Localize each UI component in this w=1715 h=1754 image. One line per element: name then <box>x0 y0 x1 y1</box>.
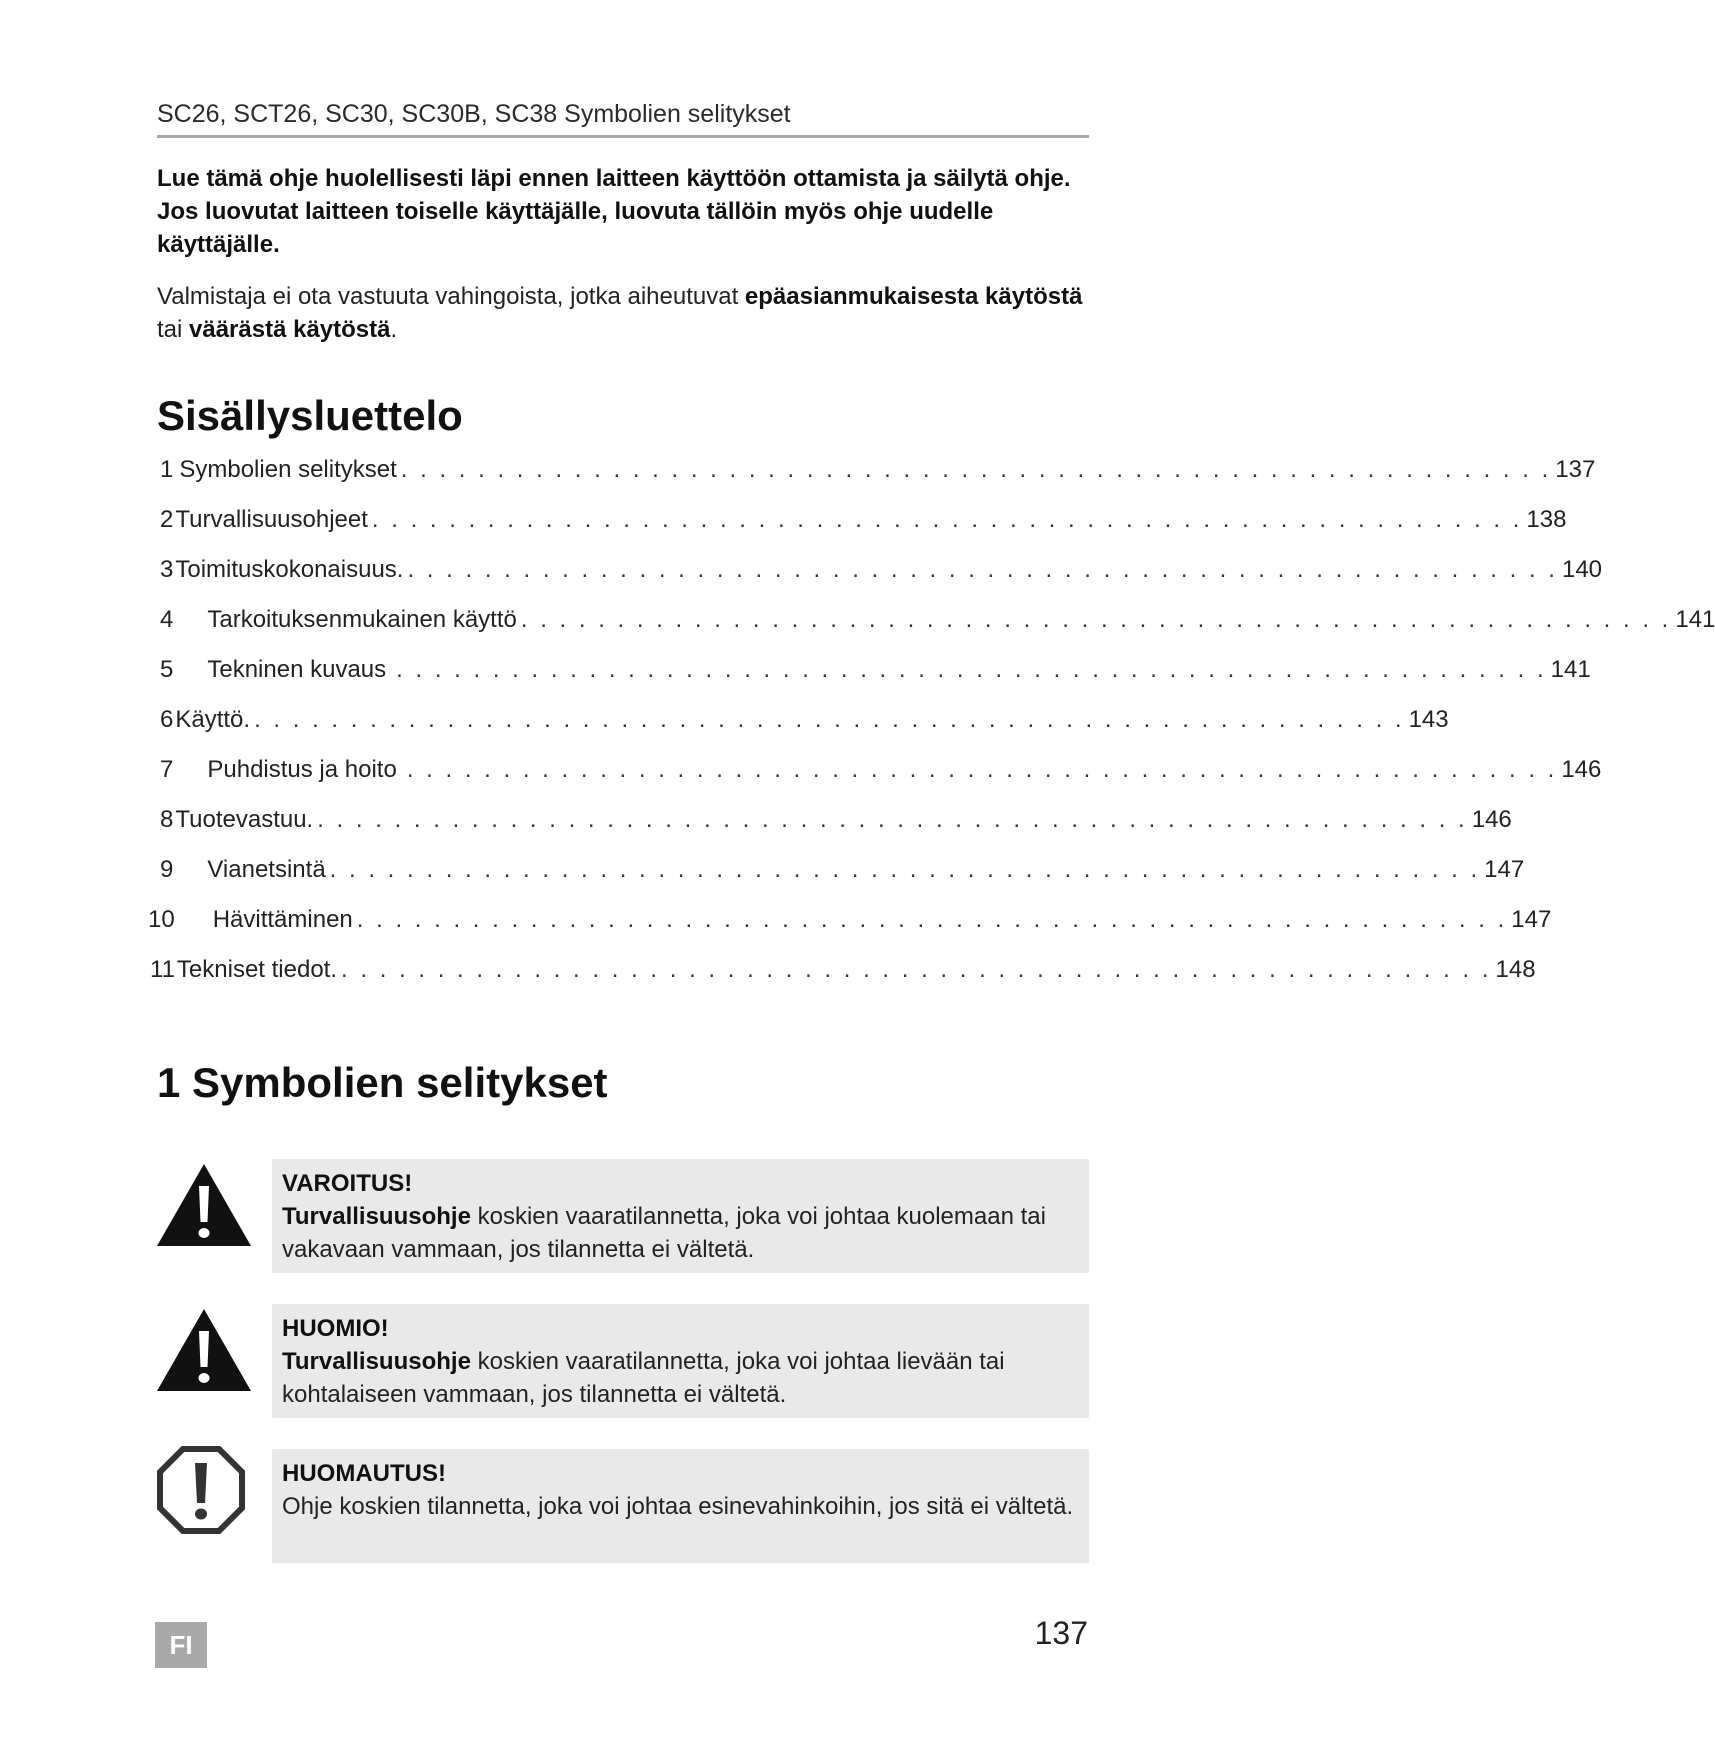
toc-item-number: 11 <box>150 956 175 983</box>
toc-item-page: 147 <box>1484 856 1525 883</box>
notice-title: HUOMIO! <box>282 1315 389 1342</box>
liability-text-2: tai <box>157 316 190 343</box>
language-badge: FI <box>155 1622 207 1668</box>
toc-item-number: 10 <box>148 906 175 933</box>
warning-notice <box>272 1159 1089 1273</box>
toc-item[interactable] <box>160 455 1596 485</box>
toc-item-page: 148 <box>1495 956 1536 983</box>
toc-item-number: 7 <box>160 756 174 783</box>
toc-item[interactable] <box>160 855 1525 885</box>
toc-leader-dots: . . . . . . . . . . . . . . . . . . . . . . . . . . . . . . . . . . . . . . . . . . . . . . . . . . . . . . . . . . . . <box>341 956 1492 983</box>
toc-item-number: 8 <box>160 806 174 833</box>
toc-item-page: 138 <box>1526 506 1567 533</box>
toc-item-page: 143 <box>1408 706 1449 733</box>
notice-text: koskien vaaratilannetta, joka voi johtaa lievään tai kohtalaiseen vammaan, jos tilannetta ei vältetä. <box>282 1348 1005 1408</box>
toc-item[interactable] <box>160 505 1567 535</box>
toc-leader-dots: . . . . . . . . . . . . . . . . . . . . . . . . . . . . . . . . . . . . . . . . . . . . . . . . . . . . . . . . . . . . <box>371 506 1523 533</box>
liability-bold-2: väärästä käytöstä <box>189 316 391 343</box>
toc-leader-dots: . . . . . . . . . . . . . . . . . . . . . . . . . . . . . . . . . . . . . . . . . . . . . . . . . . . . . . . . . . . . <box>396 656 1547 683</box>
notice-lead: Turvallisuusohje <box>282 1203 471 1230</box>
toc-item-page: 141 <box>1675 606 1715 633</box>
toc-leader-dots: . . . . . . . . . . . . . . . . . . . . . . . . . . . . . . . . . . . . . . . . . . . . . . . . . . . . . . . . . . . . <box>254 706 1405 733</box>
toc-item[interactable] <box>160 805 1512 835</box>
notice-text: koskien vaaratilannetta, joka voi johtaa kuolemaan tai vakavaan vammaan, jos tilannetta ei vältetä. <box>282 1203 1046 1263</box>
toc-item-title: Tekninen kuvaus <box>207 656 387 683</box>
toc-item-number: 3 <box>160 556 174 583</box>
notice-octagon-icon <box>156 1445 246 1535</box>
toc-item-number: 6 <box>160 706 174 733</box>
toc-item[interactable] <box>148 905 1552 935</box>
notice-text: Ohje koskien tilannetta, joka voi johtaa esinevahinkoihin, jos sitä ei vältetä. <box>282 1493 1074 1520</box>
toc-leader-dots: . . . . . . . . . . . . . . . . . . . . . . . . . . . . . . . . . . . . . . . . . . . . . . . . . . . . . . . . . . . . <box>400 456 1552 483</box>
toc-item[interactable] <box>160 705 1449 735</box>
liability-text-3: . <box>390 316 398 343</box>
page-number: 137 <box>1034 1615 1088 1651</box>
toc-leader-dots: . . . . . . . . . . . . . . . . . . . . . . . . . . . . . . . . . . . . . . . . . . . . . . . . . . . . . . . . . . . . <box>407 556 1558 583</box>
toc-item-title: Tarkoituksenmukainen käyttö <box>207 606 517 633</box>
notice-title: VAROITUS! <box>282 1170 413 1197</box>
toc-item[interactable] <box>160 555 1603 585</box>
notice-title: HUOMAUTUS! <box>282 1460 446 1487</box>
toc-item[interactable] <box>150 955 1536 985</box>
toc-item-title: Symbolien selitykset <box>179 456 397 483</box>
toc-leader-dots: . . . . . . . . . . . . . . . . . . . . . . . . . . . . . . . . . . . . . . . . . . . . . . . . . . . . . . . . . . . . <box>406 756 1558 783</box>
notice-lead: Turvallisuusohje <box>282 1348 471 1375</box>
toc-item-number: 5 <box>160 656 174 683</box>
toc-item-title: Toimituskokonaisuus. <box>175 556 404 583</box>
liability-paragraph <box>157 280 1089 346</box>
toc-item-number: 1 <box>160 456 174 483</box>
toc-item-title: Tekniset tiedot. <box>176 956 338 983</box>
toc-leader-dots: . . . . . . . . . . . . . . . . . . . . . . . . . . . . . . . . . . . . . . . . . . . . . . . . . . . . . . . . . . . . <box>356 906 1508 933</box>
toc-item-title: Turvallisuusohjeet <box>175 506 368 533</box>
caution-triangle-icon <box>155 1305 253 1395</box>
toc-item-title: Tuotevastuu. <box>175 806 314 833</box>
toc-leader-dots: . . . . . . . . . . . . . . . . . . . . . . . . . . . . . . . . . . . . . . . . . . . . . . . . . . . . . . . . . . . . <box>520 606 1672 633</box>
toc-leader-dots: . . . . . . . . . . . . . . . . . . . . . . . . . . . . . . . . . . . . . . . . . . . . . . . . . . . . . . . . . . . . <box>317 806 1468 833</box>
toc-item-page: 147 <box>1511 906 1552 933</box>
liability-bold-1: epäasianmukaisesta käytöstä <box>744 283 1083 310</box>
toc-item-page: 146 <box>1561 756 1602 783</box>
note-notice <box>272 1449 1089 1563</box>
toc-item[interactable] <box>160 655 1591 685</box>
toc-item-title: Hävittäminen <box>212 906 353 933</box>
intro-bold-paragraph: Lue tämä ohje huolellisesti läpi ennen laitteen käyttöön ottamista ja säilytä ohje. Jos luovutat laitteen toiselle käyttäjälle, luovuta tällöin myös ohje uudelle käyttäjälle. <box>157 165 1071 258</box>
toc-item-number: 9 <box>160 856 174 883</box>
toc-item-title: Puhdistus ja hoito <box>207 756 397 783</box>
toc-item-page: 140 <box>1561 556 1603 583</box>
toc-item-page: 137 <box>1555 456 1596 483</box>
toc-item-number: 4 <box>160 606 174 633</box>
liability-text-1: Valmistaja ei ota vastuuta vahingoista, jotka aiheutuvat <box>157 283 745 310</box>
toc-leader-dots: . . . . . . . . . . . . . . . . . . . . . . . . . . . . . . . . . . . . . . . . . . . . . . . . . . . . . . . . . . . . <box>329 856 1481 883</box>
running-header: SC26, SCT26, SC30, SC30B, SC38 Symbolien selitykset <box>157 100 1089 138</box>
toc-item[interactable] <box>160 605 1715 635</box>
toc-item-page: 141 <box>1550 656 1591 683</box>
warning-triangle-icon <box>155 1160 253 1250</box>
caution-notice <box>272 1304 1089 1418</box>
toc-item[interactable] <box>160 755 1602 785</box>
toc-item-title: Vianetsintä <box>207 856 326 883</box>
toc-heading: Sisällysluettelo <box>157 392 463 439</box>
toc-item-page: 146 <box>1471 806 1512 833</box>
toc-item-number: 2 <box>160 506 174 533</box>
toc-item-title: Käyttö. <box>175 706 251 733</box>
section-heading: 1 Symbolien selitykset <box>157 1059 608 1106</box>
